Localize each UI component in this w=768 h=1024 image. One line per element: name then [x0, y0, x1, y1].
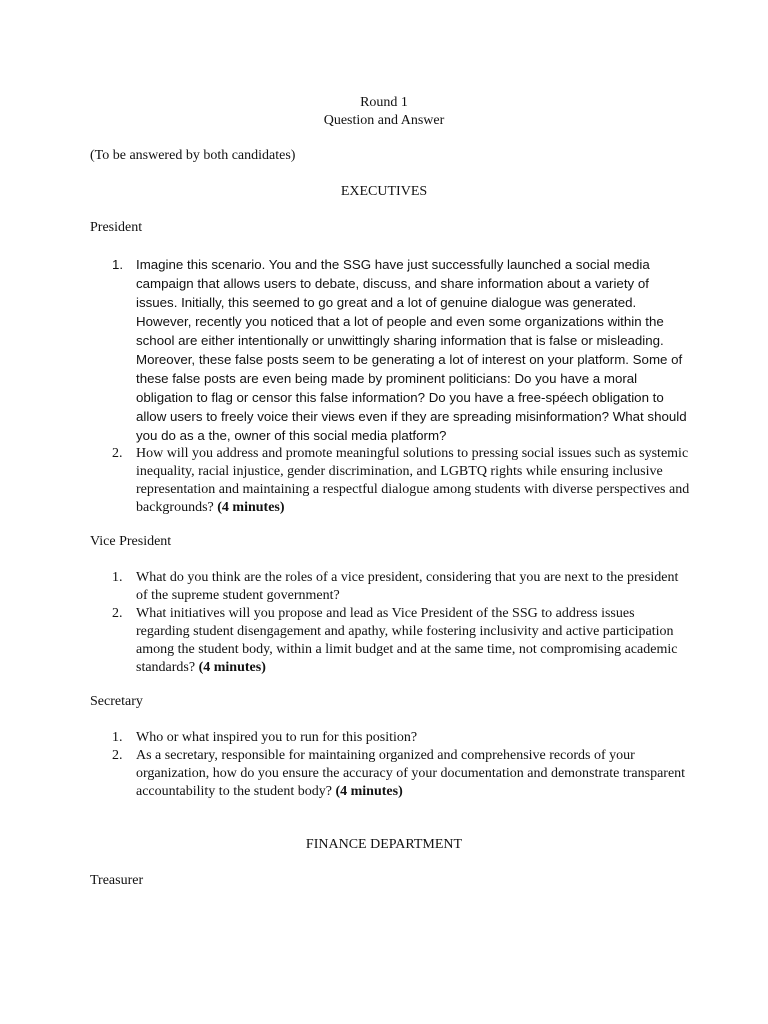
vice-president-questions [90, 569, 690, 677]
question-text: What initiatives will you propose and lead as Vice President of the SSG to address issues regarding student disengagement and apathy, while fostering inclusivity and active participation among the student body, within a limit budget and at the same time, not compromising academic standards? [136, 606, 678, 675]
section-title-executives: EXECUTIVES [340, 184, 428, 199]
question-text: As a secretary, responsible for maintaining organized and comprehensive records of your organization, how do you ensure the accuracy of your documentation and demonstrate transparent accountability to the student body? [136, 748, 686, 799]
list-number: 2. [112, 446, 123, 461]
time-limit: (4 minutes) [198, 660, 266, 675]
list-number: 1. [112, 257, 124, 272]
treasurer-heading: Treasurer [90, 873, 144, 888]
time-limit: (4 minutes) [217, 500, 285, 515]
instruction-note: (To be answered by both candidates) [90, 148, 296, 163]
list-item [90, 729, 690, 747]
question-text: Imagine this scenario. You and the SSG have just successfully launched a social media campaign that allows users to debate, discuss, and share information about a variety of issues. Initially, this seemed to go great and a lot of genuine dialogue was generated. However, recently you noticed that a lot of people and even some organizations within the school are either intentionally or unwittingly sharing information that is false or misleading. Moreover, these false posts seem to be generating a lot of interest on your platform. Some of these false posts are even being made by prominent politicians: Do you have a moral obligation to flag or censor this false information? Do you have a free-spéech obligation to allow users to freely voice their views even if they are spreading misinformation? What should you do as a the, owner of this social media platform? [136, 257, 687, 443]
list-number: 1. [112, 730, 123, 745]
list-item [90, 747, 690, 801]
list-item [90, 605, 690, 677]
question-text: How will you address and promote meaningful solutions to pressing social issues such as systemic inequality, racial injustice, gender discrimination, and LGBTQ rights while ensuring inclusive representation and maintaining a respectful dialogue among students with diverse perspectives and backgrounds? [136, 446, 690, 515]
president-questions [90, 255, 690, 517]
list-number: 2. [112, 606, 123, 621]
vice-president-heading: Vice President [90, 534, 172, 549]
list-item [90, 445, 690, 517]
round-title: Round 1 [360, 95, 408, 110]
secretary-heading: Secretary [90, 694, 143, 709]
question-text: What do you think are the roles of a vice president, considering that you are next to the president of the supreme student government? [136, 570, 679, 603]
question-text: Who or what inspired you to run for this position? [136, 730, 418, 745]
page-subtitle: Question and Answer [323, 113, 445, 128]
section-title-finance: FINANCE DEPARTMENT [305, 837, 463, 852]
list-number: 1. [112, 570, 123, 585]
list-item [90, 569, 690, 605]
secretary-questions [90, 729, 690, 801]
president-heading: President [90, 220, 143, 235]
list-number: 2. [112, 748, 123, 763]
list-item [90, 255, 690, 445]
time-limit: (4 minutes) [335, 784, 403, 799]
